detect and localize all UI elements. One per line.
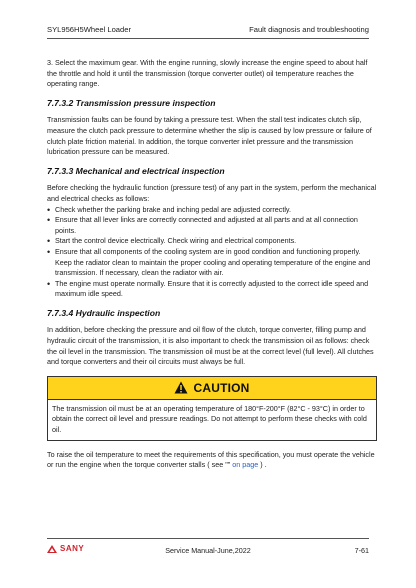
section-body-mechanical: Before checking the hydraulic function (pressure test) of any part in the system, perform the mechanical and electrical checks as follows: [47, 183, 377, 203]
page-header [47, 22, 369, 38]
page-number: 7-61 [354, 546, 369, 555]
footer-divider [47, 538, 369, 539]
caution-box [47, 376, 377, 441]
header-divider [47, 38, 369, 39]
header-model: SYL956H5Wheel Loader [47, 25, 132, 34]
logo-text: SANY [60, 544, 85, 553]
header-section: Fault diagnosis and troubleshooting [249, 25, 369, 34]
list-item: • Ensure that all components of the cooling system are in good condition and functioning properly. Keep the radiator clean to maintain the proper cooling and operating temperature of the engine and transmission. If necessary, clean the radiator with air. [47, 247, 377, 279]
check-list [47, 205, 377, 300]
section-body-pressure: Transmission faults can be found by taking a pressure test. When the stall test indicates clutch slip, measure the clutch pack pressure to determine whether the slip is caused by low pressure or failure of clutch plate friction material. In addition, the torque converter inlet pressure and the transmission lubrication pressure can be measured. [47, 115, 372, 157]
intro-paragraph: 3. Select the maximum gear. With the engine running, slowly increase the engine speed to about half the throttle and hold it until the transmission (torque converter outlet) oil temperature reaches the operating range. [47, 58, 368, 89]
list-item: • Start the control device electrically. Check wiring and electrical components. [47, 236, 377, 247]
list-item: • Check whether the parking brake and inching pedal are adjusted correctly. [47, 205, 377, 216]
page-reference-link[interactable]: on page [232, 460, 259, 470]
list-item: • Ensure that all lever links are correctly connected and adjusted at all parts and at all connection points. [47, 215, 377, 236]
caution-header [48, 377, 376, 400]
closing-paragraph [47, 450, 377, 471]
page-content [47, 58, 377, 471]
section-body-hydraulic: In addition, before checking the pressure and oil flow of the clutch, torque converter, filling pump and hydraulic circuit of the transmission, it is also important to check the transmission oil as follows: check the oil level in the transmission. The transmission oil must be at the correct level (full level). All clutches and torque converters and their oil circuits must always be full. [47, 325, 374, 367]
footer-manual-title: Service Manual-June,2022 [165, 546, 251, 555]
closing-text-end: ) . [258, 460, 267, 470]
section-title-pressure: 7.7.3.2 Transmission pressure inspection [47, 97, 216, 108]
section-title-mechanical: 7.7.3.3 Mechanical and electrical inspection [47, 165, 225, 176]
caution-title: CAUTION [193, 380, 250, 395]
page-footer [47, 544, 369, 558]
caution-text: The transmission oil must be at an operating temperature of 180°F-200°F (82°C - 93°C) in order to obtain the correct oil level and pressure readings. Do not attempt to perform these checks with cold oil. [52, 403, 367, 435]
list-item: • The engine must operate normally. Ensure that it is correctly adjusted to the correct idle speed and maximum idle speed. [47, 279, 377, 300]
warning-triangle-icon [174, 381, 188, 394]
closing-text: To raise the oil temperature to meet the requirements of this specification, you must operate the vehicle or run the engine when the torque converter stalls ( see "" [47, 449, 375, 470]
section-title-hydraulic: 7.7.3.4 Hydraulic inspection [47, 307, 161, 318]
